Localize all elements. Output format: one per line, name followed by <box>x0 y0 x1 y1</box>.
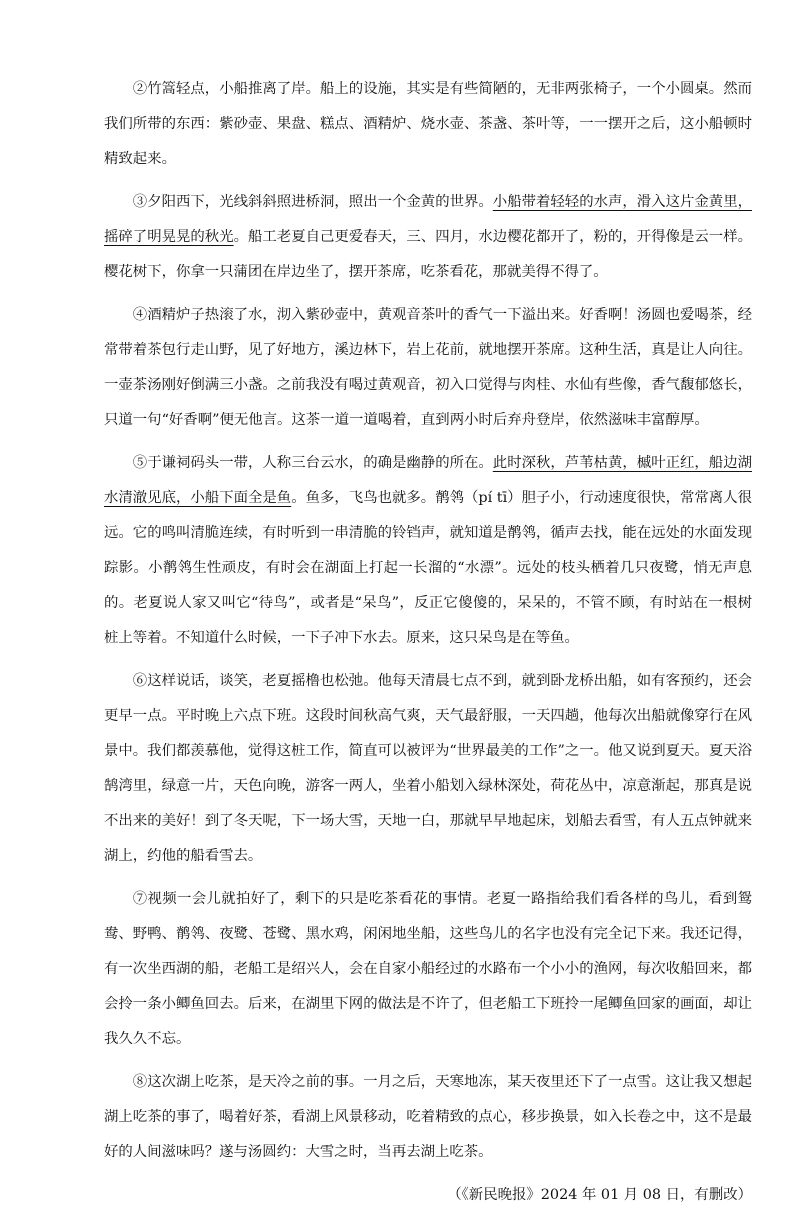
source-citation: （《新民晚报》2024 年 01 月 08 日，有删改） <box>447 1187 752 1203</box>
paragraph-text: ④酒精炉子热滚了水，沏入紫砂壶中，黄观音茶叶的香气一下溢出来。好香啊！汤圆也爱喝茶，经常带着茶包行走山野，见了好地方，溪边林下，岩上花前，就地摆开茶席。这种生活，真是让人向往。一壶茶汤刚好倒满三小盏。之前我没有喝过黄观音，初入口觉得与肉桂、水仙有些像，香气馥郁悠长，只道一句“好香啊”便无他言。这茶一道一道喝着，直到两小时后弃舟登岸，依然滋味丰富醇厚。 <box>104 307 752 428</box>
paragraph-text: 。船工老夏自己更爱春天，三、四月，水边樱花都开了，粉的，开得像是云一样。樱花树下，你拿一只蒲团在岸边坐了，摆开茶席，吃茶看花，那就美得不得了。 <box>104 229 752 280</box>
paragraph-6 <box>104 664 752 874</box>
paragraph-3 <box>104 185 752 290</box>
article-body <box>104 72 752 1213</box>
paragraph-text: ③夕阳西下，光线斜斜照进桥洞，照出一个金黄的世界。 <box>132 194 493 210</box>
paragraph-text: ②竹篙轻点，小船推离了岸。船上的设施，其实是有些简陋的，无非两张椅子，一个小圆桌。然而我们所带的东西：紫砂壶、果盘、糕点、酒精炉、烧水壶、茶盏、茶叶等，一一摆开之后，这小船顿时精致起来。 <box>104 81 752 167</box>
underlined-sentence: 小船带着轻轻的水声，滑入这片金黄里，摇碎了明晃晃的秋光 <box>104 194 752 245</box>
paragraph-text: ⑤于谦祠码头一带，人称三台云水，的确是幽静的所在。 <box>132 455 493 471</box>
paragraph-text: ⑦视频一会儿就拍好了，剩下的只是吃茶看花的事情。老夏一路指给我们看各样的鸟儿，看到鸳鸯、野鸭、鹡鸰、夜鹭、苍鹭、黑水鸡，闲闲地坐船，这些鸟儿的名字也没有完全记下来。我还记得，有一次坐西湖的船，老船工是绍兴人，会在自家小船经过的水路布一个小小的渔网，每次收船回来，都会拎一条小鲫鱼回去。后来，在湖里下网的做法是不许了，但老船工下班拎一尾鲫鱼回家的画面，却让我久久不忘。 <box>104 891 752 1047</box>
underlined-sentence: 此时深秋，芦苇枯黄，槭叶正红，船边湖水清澈见底，小船下面全是鱼 <box>104 455 752 506</box>
paragraph-7 <box>104 882 752 1057</box>
paragraph-text: ⑥这样说话，谈笑，老夏摇橹也松弛。他每天清晨七点不到，就到卧龙桥出船，如有客预约，还会更早一点。平时晚上六点下班。这段时间秋高气爽，天气最舒服，一天四趟，他每次出船就像穿行在风景中。我们都羡慕他，觉得这桩工作，简直可以被评为“世界最美的工作”之一。他又说到夏天。夏天浴鹄湾里，绿意一片，天色向晚，游客一两人，坐着小船划入绿林深处，荷花丛中，凉意渐起，那真是说不出来的美好！到了冬天呢，下一场大雪，天地一白，那就早早地起床，划船去看雪，有人五点钟就来湖上，约他的船看雪去。 <box>104 673 752 864</box>
paragraph-4 <box>104 298 752 438</box>
paragraph-8 <box>104 1065 752 1170</box>
paragraph-2 <box>104 72 752 177</box>
paragraph-text: ⑧这次湖上吃茶，是天冷之前的事。一月之后，天寒地冻，某天夜里还下了一点雪。这让我又想起湖上吃茶的事了，喝着好茶，看湖上风景移动，吃着精致的点心，移步换景，如入长卷之中，这不是最好的人间滋味吗？遂与汤圆约：大雪之时，当再去湖上吃茶。 <box>104 1074 752 1160</box>
paragraph-5 <box>104 446 752 656</box>
paragraph-text: 。鱼多，飞鸟也就多。鹡鸰（pí tī）胆子小，行动速度很快，常常离人很远。它的鸣叫清脆连续，有时听到一串清脆的铃铛声，就知道是鹡鸰，循声去找，能在远处的水面发现踪影。小鹡鸰生性顽皮，有时会在湖面上打起一长溜的“水漂”。远处的枝头栖着几只夜鹭，悄无声息的。老夏说人家又叫它“待鸟”，或者是“呆鸟”，反正它傻傻的，呆呆的，不管不顾，有时站在一根树桩上等着。不知道什么时候，一下子冲下水去。原来，这只呆鸟是在等鱼。 <box>104 490 752 646</box>
